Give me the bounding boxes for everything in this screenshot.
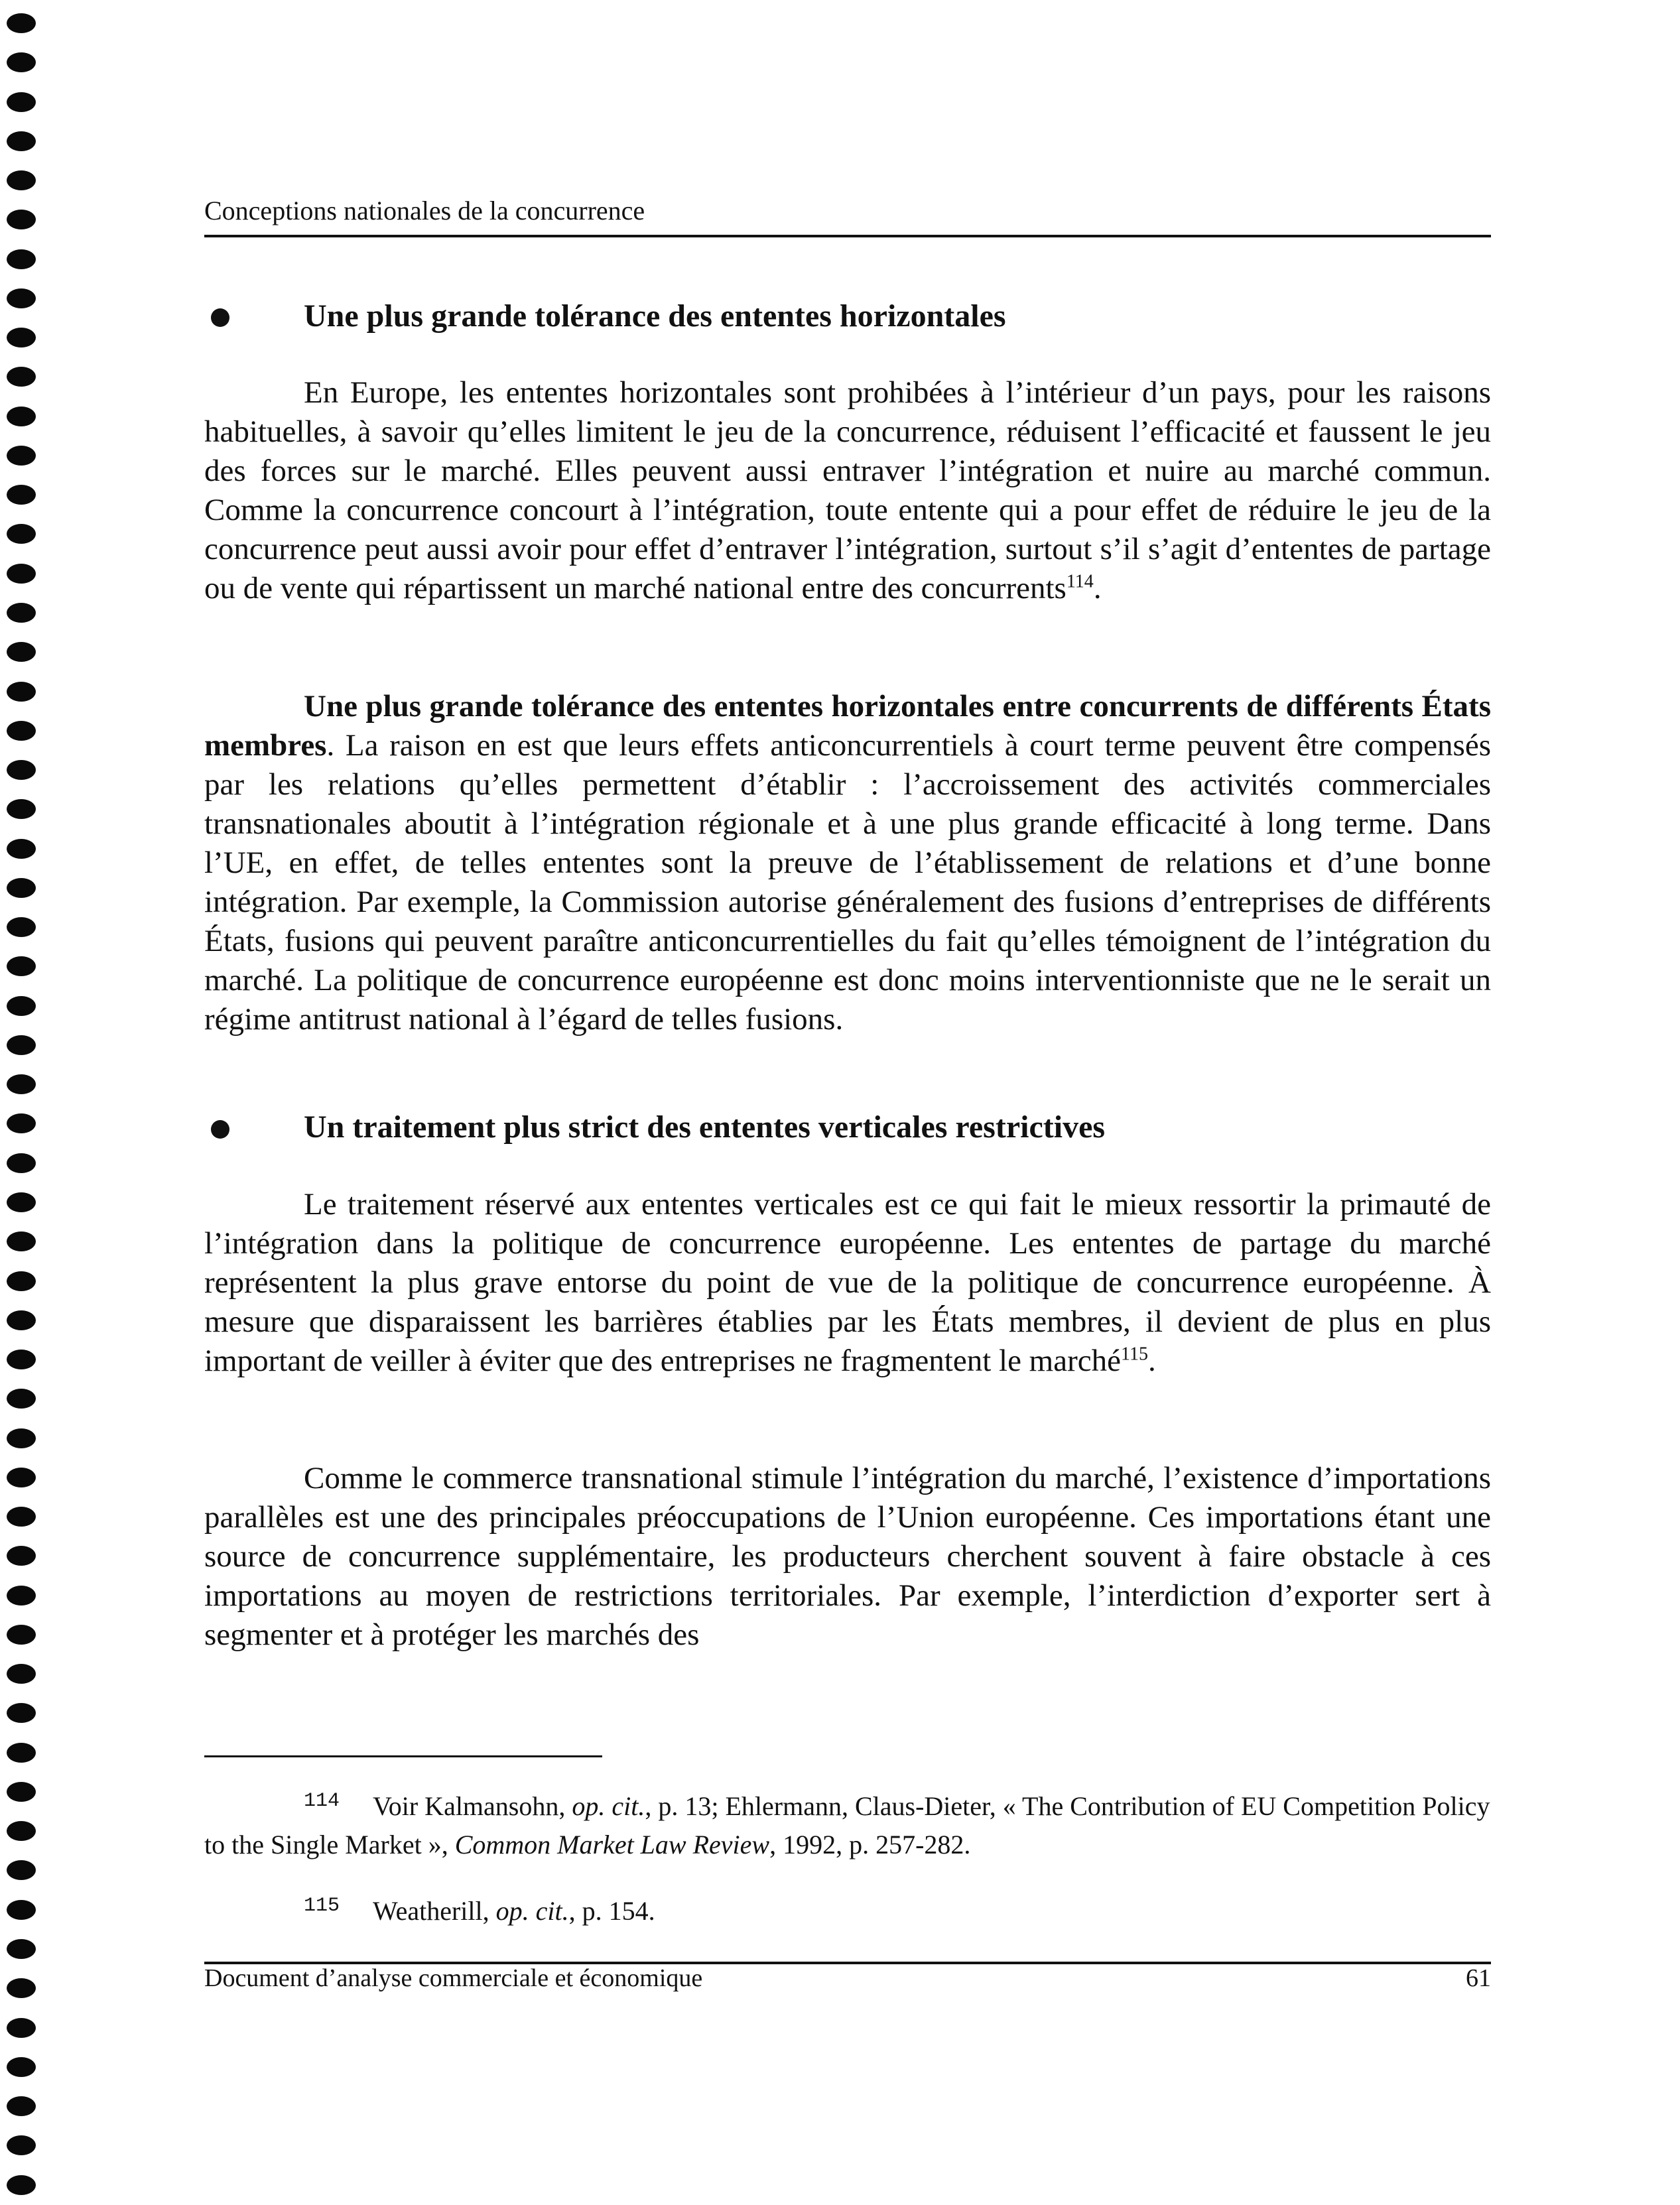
binder-hole-icon: [7, 1310, 36, 1330]
binder-hole-icon: [7, 799, 36, 819]
binder-hole-icon: [7, 1546, 36, 1566]
binder-hole-icon: [7, 2018, 36, 2038]
page-number: 61: [1466, 1964, 1491, 1992]
binder-hole-icon: [7, 524, 36, 544]
binder-hole-icon: [7, 1428, 36, 1448]
binder-hole-icon: [7, 1978, 36, 1998]
binder-hole-icon: [7, 1074, 36, 1094]
binder-hole-icon: [7, 1586, 36, 1606]
binder-hole-icon: [7, 2135, 36, 2155]
footnote-114: $^{114}$ Voir Kalmansohn, op. cit., p. 13; Ehlermann, Claus-Dieter, « The Contribution of EU Competition Policy to the Single Market », Common Market Law Review, 1992, p. 257-282.: [204, 1790, 1490, 1859]
binder-hole-icon: [7, 2096, 36, 2116]
binder-hole-icon: [7, 1703, 36, 1723]
binder-hole-icon: [7, 1350, 36, 1369]
binder-hole-icon: [7, 485, 36, 505]
binder-hole-icon: [7, 1153, 36, 1173]
binder-hole-icon: [7, 1821, 36, 1841]
header-rule: [204, 235, 1491, 237]
binder-hole-icon: [7, 1782, 36, 1802]
binder-hole-icon: [7, 1939, 36, 1959]
binder-hole-icon: [7, 1468, 36, 1487]
binder-hole-icon: [7, 1507, 36, 1527]
footnote-ref-114[interactable]: 114: [1066, 571, 1094, 592]
binder-hole-icon: [7, 210, 36, 229]
section-heading-horizontal: Une plus grande tolérance des ententes horizontales: [304, 298, 1006, 334]
binder-hole-icon: [7, 367, 36, 387]
binder-hole-icon: [7, 917, 36, 937]
binder-hole-icon: [7, 2057, 36, 2077]
binder-hole-icon: [7, 328, 36, 347]
binder-hole-icon: [7, 603, 36, 623]
binder-hole-icon: [7, 956, 36, 976]
binder-hole-icon: [7, 92, 36, 112]
bullet-icon: [211, 1120, 229, 1139]
binder-hole-icon: [7, 1113, 36, 1133]
binder-hole-icon: [7, 1271, 36, 1291]
footer-title: Document d’analyse commerciale et économique: [204, 1964, 703, 1992]
binder-hole-icon: [7, 1035, 36, 1055]
binder-hole-icon: [7, 1900, 36, 1920]
section-heading-vertical: Un traitement plus strict des ententes verticales restrictives: [304, 1109, 1106, 1145]
binder-hole-icon: [7, 249, 36, 269]
binder-hole-icon: [7, 1625, 36, 1645]
binder-hole-icon: [7, 1231, 36, 1251]
binder-hole-icon: [7, 407, 36, 426]
paragraph-1: En Europe, les ententes horizontales sont prohibées à l’intérieur d’un pays, pour les raisons habituelles, à savoir qu’elles limitent le jeu de la concurrence, réduisent l’efficacité et faussent le jeu des forces sur le marché. Elles peuvent aussi entraver l’intégration et nuire au marché commun. Comme la concurrence concourt à l’intégration, toute entente qui a pour effet de réduire le jeu de la concurrence peut aussi avoir pour effet d’entraver l’intégration, surtout s’il s’agit d’ententes de partage ou de vente qui répartissent un marché national entre des concurrents$^{114}$.: [204, 375, 1491, 605]
binder-hole-icon: [7, 13, 36, 33]
paragraph-2: Une plus grande tolérance des ententes horizontales entre concurrents de différents États membres. La raison en est que leurs effets anticoncurrentiels à court terme peuvent être compensés par les relations qu’elles permettent d’établir : l’accroissement des activités commerciales transnationales aboutit à l’intégration régionale et à une plus grande efficacité à long terme. Dans l’UE, en effet, de telles ententes sont la preuve de l’établissement de relations et d’une bonne intégration. Par exemple, la Commission autorise généralement des fusions d’entreprises de différents États, fusions qui peuvent paraître anticoncurrentielles du fait qu’elles témoignent de l’intégration du marché. La politique de concurrence européenne est donc moins interventionniste que ne le serait un régime antitrust national à l’égard de telles fusions.: [204, 689, 1491, 1037]
binder-holes: [0, 13, 42, 2195]
running-header: Conceptions nationales de la concurrence: [204, 196, 645, 225]
binder-hole-icon: [7, 878, 36, 898]
binder-hole-icon: [7, 2175, 36, 2195]
binder-hole-icon: [7, 642, 36, 662]
binder-hole-icon: [7, 1860, 36, 1880]
binder-hole-icon: [7, 1389, 36, 1409]
binder-hole-icon: [7, 170, 36, 190]
binder-hole-icon: [7, 760, 36, 780]
binder-hole-icon: [7, 682, 36, 702]
footnote-separator: [204, 1755, 602, 1757]
paragraph-3: Le traitement réservé aux ententes verticales est ce qui fait le mieux ressortir la primauté de l’intégration dans la politique de concurrence européenne. Les ententes de partage du marché représentent la plus grave entorse du point de vue de la politique de concurrence européenne. À mesure que disparaissent les barrières établies par les États membres, il devient de plus en plus important de veiller à éviter que des entreprises ne fragmentent le marché$^{115}$.: [204, 1187, 1491, 1378]
binder-hole-icon: [7, 1192, 36, 1212]
footnote-115: $^{115}$ Weatherill, op. cit., p. 154.: [304, 1895, 655, 1926]
paragraph-4: Comme le commerce transnational stimule l’intégration du marché, l’existence d’importations parallèles est une des principales préoccupations de l’Union européenne. Ces importations étant une source de concurrence supplémentaire, les producteurs cherchent souvent à faire obstacle à ces importations au moyen de restrictions territoriales. Par exemple, l’interdiction d’exporter sert à segmenter et à protéger les marchés des: [204, 1461, 1491, 1652]
bullet-icon: [211, 308, 229, 327]
binder-hole-icon: [7, 721, 36, 741]
binder-hole-icon: [7, 1743, 36, 1763]
binder-hole-icon: [7, 52, 36, 72]
binder-hole-icon: [7, 131, 36, 151]
binder-hole-icon: [7, 839, 36, 859]
binder-hole-icon: [7, 564, 36, 584]
footnote-ref-115[interactable]: 115: [1120, 1344, 1148, 1365]
binder-hole-icon: [7, 288, 36, 308]
binder-hole-icon: [7, 1664, 36, 1684]
binder-hole-icon: [7, 996, 36, 1016]
binder-hole-icon: [7, 446, 36, 466]
